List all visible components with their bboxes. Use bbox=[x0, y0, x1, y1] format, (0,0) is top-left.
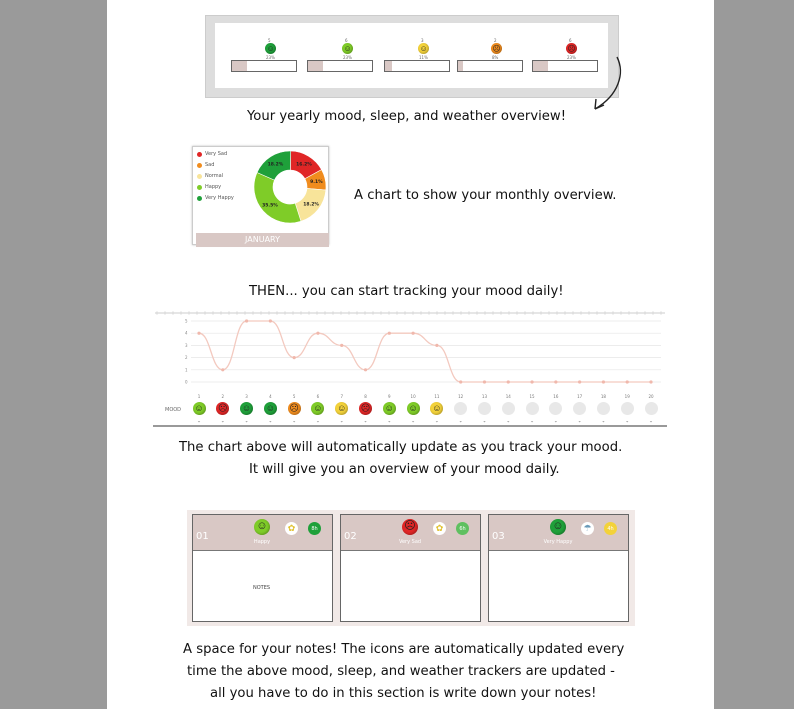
monthly-chart-card bbox=[192, 146, 329, 245]
yearly-count: 6 bbox=[569, 38, 572, 43]
x-tick-label: 15 bbox=[529, 394, 535, 399]
sun-icon: ✿ bbox=[285, 522, 298, 535]
chevron-down-icon bbox=[626, 421, 628, 423]
chevron-down-icon bbox=[293, 421, 295, 423]
very-happy-face-icon: ☺ bbox=[550, 519, 566, 535]
y-tick-label: 4 bbox=[185, 330, 188, 336]
legend-swatch bbox=[197, 152, 202, 157]
x-tick-label: 12 bbox=[458, 394, 464, 399]
very-happy-face-icon: ☺ bbox=[240, 402, 253, 415]
sleep-hours-badge: 6h bbox=[456, 522, 469, 535]
very-sad-face-icon: ☹ bbox=[402, 519, 418, 535]
note-mood-label: Happy bbox=[253, 539, 271, 545]
note-day-number: 01 bbox=[196, 531, 209, 542]
x-tick-label: 13 bbox=[481, 394, 488, 399]
mood-data-point bbox=[578, 380, 581, 383]
x-tick-label: 10 bbox=[410, 394, 416, 399]
y-tick-label: 3 bbox=[185, 342, 188, 348]
yearly-progress-fill bbox=[533, 61, 548, 71]
legend-swatch bbox=[197, 185, 202, 190]
y-axis-label: MOOD bbox=[165, 407, 182, 413]
yearly-progress-bar bbox=[307, 60, 373, 72]
month-label-bar bbox=[196, 233, 329, 247]
mood-data-point bbox=[626, 380, 629, 383]
legend-label: Happy bbox=[205, 184, 222, 190]
x-tick-label: 14 bbox=[505, 394, 511, 399]
notes-caption-line2: time the above mood, sleep, and weather trackers are updated - bbox=[187, 664, 615, 679]
x-tick-label: 2 bbox=[221, 394, 225, 399]
legend-label: Sad bbox=[205, 162, 215, 168]
chevron-down-icon bbox=[531, 421, 533, 423]
y-tick-label: 1 bbox=[185, 367, 188, 373]
x-tick-label: 3 bbox=[245, 394, 248, 399]
mood-data-point bbox=[554, 380, 557, 383]
empty-mood-circle bbox=[526, 402, 539, 415]
yearly-count: 5 bbox=[268, 38, 271, 43]
pie-slice-happy bbox=[254, 173, 301, 223]
notes-panel bbox=[187, 510, 635, 626]
chevron-down-icon bbox=[436, 421, 438, 423]
mood-data-point bbox=[530, 380, 533, 383]
pie-value-label: 35.5% bbox=[262, 203, 278, 209]
pie-value-label: 18.2% bbox=[303, 202, 319, 208]
very-sad-face-icon: ☹ bbox=[567, 43, 576, 53]
x-tick-label: 5 bbox=[292, 394, 296, 399]
mood-data-point bbox=[412, 332, 415, 335]
very-sad-face-icon: ☹ bbox=[359, 402, 372, 415]
note-day-number: 03 bbox=[492, 531, 505, 542]
note-body-text[interactable]: NOTES bbox=[253, 585, 271, 591]
yearly-caption: Your yearly mood, sleep, and weather overview! bbox=[247, 109, 566, 124]
sleep-hours-badge: 4h bbox=[604, 522, 617, 535]
pie-value-label: 9.1% bbox=[310, 179, 323, 185]
month-label: JANUARY bbox=[245, 235, 280, 244]
yearly-percent: 23% bbox=[266, 55, 275, 60]
happy-face-icon: ☺ bbox=[343, 43, 352, 53]
x-tick-label: 11 bbox=[434, 394, 440, 399]
note-card[interactable] bbox=[192, 514, 333, 622]
mood-data-point bbox=[435, 344, 438, 347]
x-tick-label: 20 bbox=[648, 394, 654, 399]
empty-mood-circle bbox=[478, 402, 491, 415]
x-tick-label: 9 bbox=[388, 394, 391, 399]
sleep-hours-badge: 8h bbox=[308, 522, 321, 535]
yearly-progress-bar bbox=[384, 60, 450, 72]
yearly-percent: 8% bbox=[492, 55, 499, 60]
notes-caption-line3: all you have to do in this section is write down your notes! bbox=[210, 686, 597, 701]
x-tick-label: 17 bbox=[577, 394, 583, 399]
note-card-header bbox=[193, 515, 332, 551]
note-card[interactable] bbox=[488, 514, 629, 622]
mood-data-point bbox=[364, 368, 367, 371]
mood-data-point bbox=[649, 380, 652, 383]
yearly-overview-panel bbox=[205, 15, 619, 98]
mood-data-point bbox=[388, 332, 391, 335]
empty-mood-circle bbox=[645, 402, 658, 415]
x-tick-label: 4 bbox=[269, 394, 272, 399]
yearly-progress-bar bbox=[231, 60, 297, 72]
yearly-progress-fill bbox=[458, 61, 463, 71]
chevron-down-icon bbox=[388, 421, 390, 423]
mood-data-point bbox=[245, 319, 248, 322]
note-card-header bbox=[341, 515, 480, 551]
x-tick-label: 16 bbox=[553, 394, 559, 399]
mood-data-point bbox=[221, 368, 224, 371]
chevron-down-icon bbox=[198, 421, 200, 423]
x-tick-label: 6 bbox=[316, 394, 320, 399]
yearly-progress-bar bbox=[457, 60, 523, 72]
chevron-down-icon bbox=[269, 421, 271, 423]
sad-face-icon: ☹ bbox=[492, 43, 501, 53]
chevron-down-icon bbox=[555, 421, 557, 423]
mood-data-point bbox=[483, 380, 486, 383]
daily-caption-line1: The chart above will automatically update as you track your mood. bbox=[179, 440, 623, 455]
rain-icon: ☂ bbox=[581, 522, 594, 535]
yearly-progress-fill bbox=[385, 61, 392, 71]
pie-value-label: 18.2% bbox=[267, 162, 284, 168]
mood-data-point bbox=[293, 356, 296, 359]
mood-data-point bbox=[340, 344, 343, 347]
yearly-progress-fill bbox=[232, 61, 247, 71]
very-sad-face-icon: ☹ bbox=[216, 402, 229, 415]
note-mood-label: Very Sad bbox=[398, 539, 422, 545]
sun-icon: ✿ bbox=[433, 522, 446, 535]
very-happy-face-icon: ☺ bbox=[264, 402, 277, 415]
happy-face-icon: ☺ bbox=[407, 402, 420, 415]
note-card[interactable] bbox=[340, 514, 481, 622]
legend-label: Normal bbox=[205, 173, 224, 179]
normal-face-icon: ☺ bbox=[430, 402, 443, 415]
daily-caption-line2: It will give you an overview of your mood daily. bbox=[249, 462, 560, 477]
mood-data-point bbox=[602, 380, 605, 383]
chevron-down-icon bbox=[578, 421, 580, 423]
happy-face-icon: ☺ bbox=[254, 519, 270, 535]
happy-face-icon: ☺ bbox=[383, 402, 396, 415]
note-card-header bbox=[489, 515, 628, 551]
chevron-down-icon bbox=[317, 421, 319, 423]
empty-mood-circle bbox=[597, 402, 610, 415]
empty-mood-circle bbox=[502, 402, 515, 415]
x-tick-label: 19 bbox=[624, 394, 630, 399]
legend-label: Very Sad bbox=[205, 151, 228, 157]
normal-face-icon: ☺ bbox=[419, 43, 428, 53]
chevron-down-icon bbox=[341, 421, 343, 423]
yearly-percent: 23% bbox=[343, 55, 352, 60]
empty-mood-circle bbox=[621, 402, 634, 415]
legend-swatch bbox=[197, 163, 202, 168]
x-tick-label: 8 bbox=[364, 394, 367, 399]
chevron-down-icon bbox=[459, 421, 461, 423]
sad-face-icon: ☹ bbox=[288, 402, 301, 415]
legend-swatch bbox=[197, 174, 202, 179]
monthly-caption: A chart to show your monthly overview. bbox=[354, 188, 617, 203]
monthly-pie-chart bbox=[253, 150, 327, 224]
yearly-percent: 23% bbox=[567, 55, 576, 60]
legend-swatch bbox=[197, 196, 202, 201]
x-tick-label: 7 bbox=[340, 394, 344, 399]
note-day-number: 02 bbox=[344, 531, 357, 542]
mood-data-point bbox=[269, 319, 272, 322]
mood-data-point bbox=[459, 380, 462, 383]
happy-face-icon: ☺ bbox=[193, 402, 206, 415]
product-page bbox=[107, 0, 714, 709]
yearly-count: 3 bbox=[421, 38, 424, 43]
pie-value-label: 16.2% bbox=[296, 162, 312, 168]
chevron-down-icon bbox=[412, 421, 414, 423]
normal-face-icon: ☺ bbox=[335, 402, 348, 415]
mood-data-point bbox=[316, 332, 319, 335]
x-tick-label: 1 bbox=[197, 394, 201, 399]
note-mood-label: Very Happy bbox=[543, 539, 573, 545]
chevron-down-icon bbox=[650, 421, 652, 423]
mood-data-point bbox=[507, 380, 510, 383]
notes-caption-line1: A space for your notes! The icons are automatically updated every bbox=[183, 642, 625, 657]
yearly-count: 6 bbox=[345, 38, 348, 43]
y-tick-label: 2 bbox=[185, 355, 188, 361]
yearly-overview-inner bbox=[215, 23, 608, 88]
y-tick-label: 5 bbox=[185, 318, 188, 324]
mood-data-point bbox=[197, 332, 200, 335]
chevron-down-icon bbox=[602, 421, 604, 423]
yearly-count: 2 bbox=[494, 38, 497, 43]
very-happy-face-icon: ☺ bbox=[266, 43, 275, 53]
legend-label: Very Happy bbox=[205, 195, 234, 201]
mood-line-series bbox=[199, 321, 651, 382]
happy-face-icon: ☺ bbox=[311, 402, 324, 415]
chevron-down-icon bbox=[222, 421, 224, 423]
chevron-down-icon bbox=[507, 421, 509, 423]
y-tick-label: 0 bbox=[185, 379, 188, 385]
chevron-down-icon bbox=[364, 421, 366, 423]
arrow-icon bbox=[589, 55, 629, 115]
chevron-down-icon bbox=[483, 421, 485, 423]
chevron-down-icon bbox=[245, 421, 247, 423]
x-tick-label: 18 bbox=[600, 394, 606, 399]
daily-heading: THEN... you can start tracking your mood daily! bbox=[249, 284, 564, 299]
yearly-percent: 11% bbox=[419, 55, 428, 60]
yearly-progress-fill bbox=[308, 61, 323, 71]
